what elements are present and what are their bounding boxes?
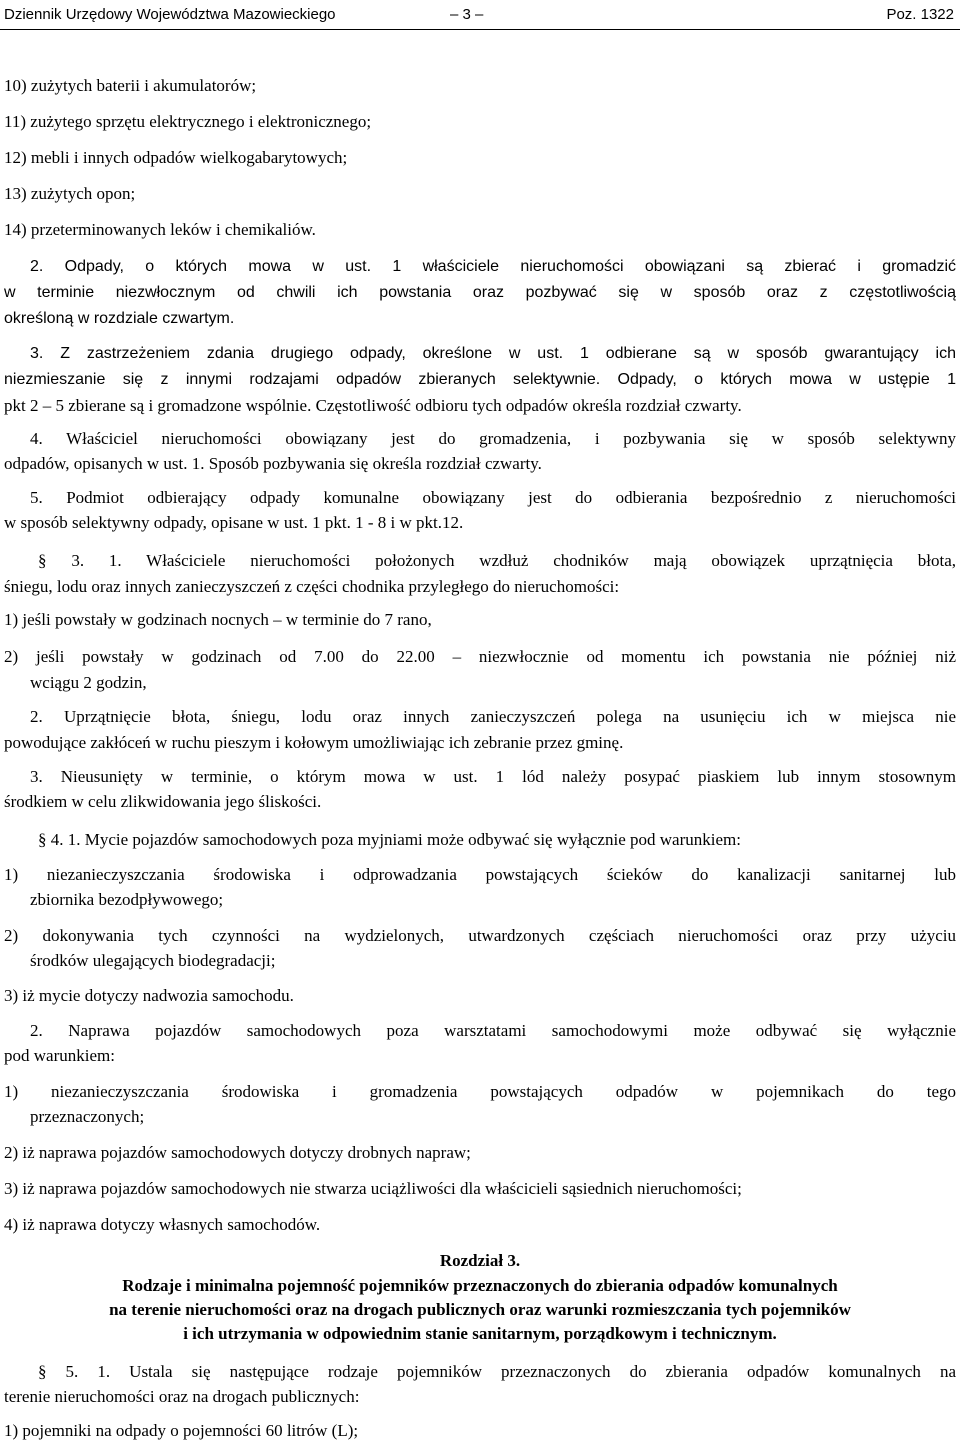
page-header (0, 0, 960, 30)
list-item: środków ulegających biodegradacji; (30, 951, 276, 970)
header-rule (0, 29, 960, 30)
paragraph-line: 3. Nieusunięty w terminie, o którym mowa w ust. 1 lód należy posypać piaskiem lub innym stosownym (30, 767, 956, 786)
list-item: 13) zużytych opon; (4, 184, 136, 203)
paragraph-line: odpadów, opisanych w ust. 1. Sposób pozbywania się określa rozdział czwarty. (4, 454, 542, 473)
paragraph-line: powodujące zakłóceń w ruchu pieszym i kołowym umożliwiając ich zebranie przez gminę. (4, 733, 624, 752)
list-item: zbiornika bezodpływowego; (30, 890, 224, 909)
paragraph-line: terenie nieruchomości oraz na drogach publicznych: (4, 1387, 360, 1406)
chapter-title: na terenie nieruchomości oraz na drogach publicznych oraz warunki rozmieszczania tych pojemników (109, 1300, 851, 1319)
list-item: 4) iż naprawa dotyczy własnych samochodów. (4, 1215, 321, 1234)
list-item: 2) iż naprawa pojazdów samochodowych dotyczy drobnych napraw; (4, 1143, 471, 1162)
paragraph-line: 2. Uprzątnięcie błota, śniegu, lodu oraz innych zanieczyszczeń polega na usunięciu ich w miejsca nie (30, 707, 956, 726)
list-item: 2) dokonywania tych czynności na wydzielonych, utwardzonych częściach nieruchomości oraz przy użyciu (4, 926, 956, 945)
list-item: 11) zużytego sprzętu elektrycznego i elektronicznego; (4, 112, 372, 131)
paragraph-line: 4. Właściciel nieruchomości obowiązany jest do gromadzenia, i pozbywania się w sposób selektywny (30, 429, 956, 448)
list-item: 3) iż naprawa pojazdów samochodowych nie stwarza uciążliwości dla właścicieli sąsiednich nieruchomości; (4, 1179, 742, 1198)
section-line: § 4. 1. Mycie pojazdów samochodowych poza myjniami może odbywać się wyłącznie pod warunkiem: (38, 830, 741, 849)
chapter-title: Rodzaje i minimalna pojemność pojemników przeznaczonych do zbierania odpadów komunalnych (122, 1276, 838, 1295)
paragraph-line: 5. Podmiot odbierający odpady komunalne obowiązany jest do odbierania bezpośrednio z nieruchomości (30, 488, 956, 507)
section-line: § 3. 1. Właściciele nieruchomości położonych wzdłuż chodników mają obowiązek uprzątnięcia błota, (38, 551, 956, 570)
chapter-number: Rozdział 3. (439, 1251, 521, 1270)
paragraph-line: 2. Naprawa pojazdów samochodowych poza warsztatami samochodowymi może odbywać się wyłącznie (30, 1021, 956, 1040)
paragraph-line: określoną w rozdziale czwartym. (4, 310, 235, 327)
paragraph-line: w sposób selektywny odpady, opisane w ust. 1 pkt. 1 - 8 i w pkt.12. (4, 513, 464, 532)
section-line: § 5. 1. Ustala się następujące rodzaje pojemników przeznaczonych do zbierania odpadów komunalnych na (38, 1362, 956, 1381)
list-item: 1) jeśli powstały w godzinach nocnych – w terminie do 7 rano, (4, 610, 432, 629)
list-item: 10) zużytych baterii i akumulatorów; (4, 76, 257, 95)
paragraph-line: w terminie niezwłocznym od chwili ich powstania oraz pozbywać się w sposób oraz z częstotliwością (4, 284, 956, 301)
list-item: 14) przeterminowanych leków i chemikaliów. (4, 220, 316, 239)
paragraph-line: 2. Odpady, o których mowa w ust. 1 właściciele nieruchomości obowiązani są zbierać i gromadzić (30, 258, 956, 275)
paragraph-line: pod warunkiem: (4, 1046, 115, 1065)
paragraph-line: pkt 2 – 5 zbierane są i gromadzone wspólnie. Częstotliwość odbioru tych odpadów określa rozdział czwarty. (4, 396, 742, 415)
page-number: – 3 – (450, 6, 484, 23)
list-item: przeznaczonych; (30, 1107, 145, 1126)
list-item: 2) jeśli powstały w godzinach od 7.00 do 22.00 – niezwłocznie od momentu ich powstania nie później niż (4, 647, 956, 666)
paragraph-line: niezmieszanie się z innymi rodzajami odpadów zbieranych selektywnie. Odpady, o których mowa w ustępie 1 (4, 371, 956, 388)
list-item: wciągu 2 godzin, (30, 673, 147, 692)
position-number: Poz. 1322 (886, 6, 954, 23)
journal-title: Dziennik Urzędowy Województwa Mazowieckiego (4, 6, 336, 23)
chapter-title: i ich utrzymania w odpowiednim stanie sanitarnym, porządkowym i technicznym. (183, 1324, 777, 1343)
list-item: 1) niezanieczyszczania środowiska i gromadzenia powstających odpadów w pojemnikach do tego (4, 1082, 956, 1101)
list-item: 1) niezanieczyszczania środowiska i odprowadzania powstających ścieków do kanalizacji sanitarnej lub (4, 865, 956, 884)
list-item: 12) mebli i innych odpadów wielkogabarytowych; (4, 148, 348, 167)
paragraph-line: środkiem w celu zlikwidowania jego śliskości. (4, 792, 322, 811)
list-item: 1) pojemniki na odpady o pojemności 60 litrów (L); (4, 1421, 359, 1440)
list-item: 3) iż mycie dotyczy nadwozia samochodu. (4, 986, 294, 1005)
paragraph-line: 3. Z zastrzeżeniem zdania drugiego odpady, określone w ust. 1 odbierane są w sposób gwarantujący ich (30, 345, 956, 362)
paragraph-line: śniegu, lodu oraz innych zanieczyszczeń z części chodnika przyległego do nieruchomości: (4, 577, 620, 596)
